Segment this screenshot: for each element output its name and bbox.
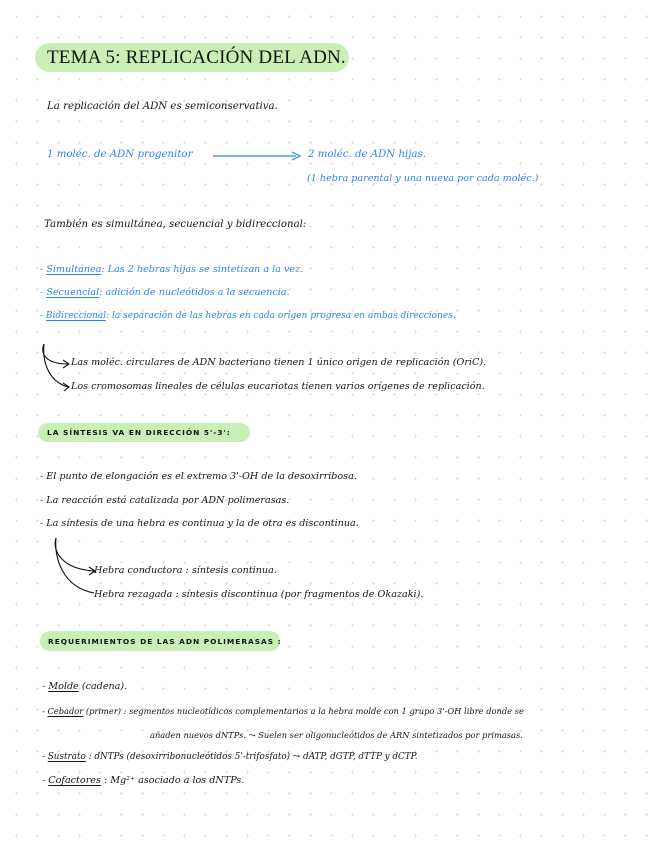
bullet-dash: - (40, 287, 47, 298)
bullet-dash: - (42, 752, 48, 762)
property-simultanea (40, 264, 303, 275)
strand-leading: Hebra conductora : síntesis continua. (94, 565, 277, 576)
requirement-term: Cofactores (48, 775, 101, 786)
bullet-dash: - (40, 518, 47, 529)
bullet-dash: - (40, 471, 47, 482)
right-arrow-icon (212, 151, 302, 161)
section3-title: REQUERIMIENTOS DE LAS ADN POLIMERASAS : (48, 637, 282, 646)
properties-header: También es simultánea, secuencial y bidireccional: (44, 219, 307, 230)
property-desc: : la separación de las hebras en cada origen progresa en ambas direcciones. (106, 311, 456, 321)
cebador-continuation: añaden nuevos dNTPs. ⤳ Suelen ser oligonucleótidos de ARN sintetizados por primasas. (150, 730, 523, 740)
origin-bacterial: Las moléc. circulares de ADN bacteriano tienen 1 único origen de replicación (OriC). (71, 357, 487, 368)
requirement-cofactores (42, 775, 244, 786)
point-text: El punto de elongación es el extremo 3'-OH de la desoxirribosa. (46, 471, 357, 482)
requirement-desc: (primer) : segmentos nucleotídicos complementarios a la hebra molde con 1 grupo 3'-OH libre donde se (83, 706, 524, 716)
page-title: TEMA 5: REPLICACIÓN DEL ADN. (47, 47, 346, 68)
point-text: La síntesis de una hebra es continua y la de otra es discontinua. (46, 518, 359, 529)
strand-lagging: Hebra rezagada : síntesis discontinua (por fragmentos de Okazaki). (94, 589, 424, 600)
requirement-desc: : dNTPs (desoxirribonucleótidos 5'-trifosfato) ⤳ dATP, dGTP, dTTP y dCTP. (85, 752, 418, 762)
curved-arrows-icon (48, 535, 100, 597)
intro-line: La replicación del ADN es semiconservativa. (47, 101, 278, 112)
property-secuencial (40, 287, 290, 298)
bullet-dash: - (42, 706, 48, 716)
progenitor-text: 1 moléc. de ADN progenitor (47, 149, 193, 160)
bullet-dash: - (40, 311, 46, 321)
property-term: Simultánea (46, 264, 102, 275)
requirement-molde (42, 681, 127, 692)
requirement-term: Molde (48, 681, 79, 692)
requirement-term: Cebador (47, 706, 84, 716)
bullet-dash: - (42, 775, 49, 786)
hebra-note: (1 hebra parental y una nueva por cada moléc.) (307, 173, 539, 184)
requirement-desc: : Mg²⁺ asociado a los dNTPs. (100, 775, 245, 786)
requirement-term: Sustrato (47, 752, 86, 762)
bullet-dash: - (40, 495, 47, 506)
property-term: Secuencial (46, 287, 100, 298)
property-desc: : adición de nucleótidos a la secuencia. (99, 287, 290, 298)
section2-title: LA SÍNTESIS VA EN DIRECCIÓN 5'-3': (47, 428, 231, 437)
property-desc: : Las 2 hebras hijas se sintetizan a la vez. (101, 264, 304, 275)
origin-eukaryotic: Los cromosomas lineales de células eucariotas tienen varios orígenes de replicación. (71, 381, 485, 392)
list-item (40, 495, 289, 506)
point-text: La reacción está catalizada por ADN polimerasas. (46, 495, 290, 506)
list-item (40, 471, 357, 482)
property-term: Bidireccional (45, 311, 107, 321)
list-item (40, 518, 359, 529)
property-bidireccional (40, 311, 456, 321)
bullet-dash: - (42, 681, 49, 692)
requirement-cebador (42, 706, 524, 716)
requirement-desc: (cadena). (78, 681, 128, 692)
bullet-dash: - (40, 264, 47, 275)
requirement-sustrato (42, 752, 418, 762)
hijas-text: 2 moléc. de ADN hijas. (308, 149, 426, 160)
